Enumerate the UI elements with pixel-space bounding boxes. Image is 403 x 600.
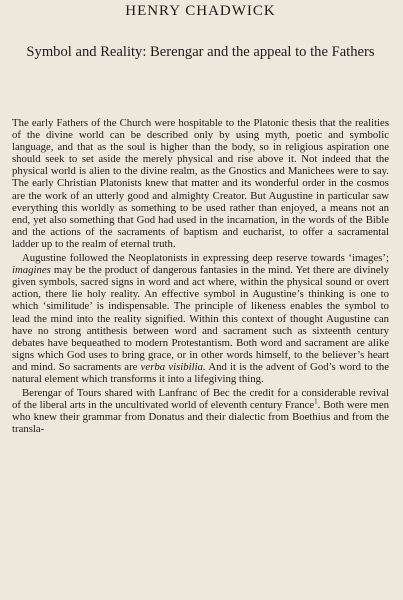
footnote-reference: 1 <box>314 397 318 406</box>
paragraph-2 <box>12 252 389 385</box>
paragraph-2-italic-verba-visibilia: verba visibilia. <box>140 360 206 373</box>
paragraph-2-italic-imagines: imagines <box>12 264 51 277</box>
chapter-title: Symbol and Reality: Berengar and the appeal to the Fathers <box>26 44 375 60</box>
running-head-author: HENRY CHADWICK <box>125 3 276 19</box>
paragraph-3-text-a: Berengar of Tours shared with Lanfranc of Bec the credit for a considerable revival of the liberal arts in the uncultivated world of eleventh century France <box>12 387 389 412</box>
paragraph-2-text-b: may be the product of dangerous fantasies in the mind. Yet there are divinely given symbols, sacred signs in word and act where, within the physical sound or overt action, there lie holy reality. An effective symbol in Augustine’s thinking is one to which ‘similitude’ is indispensable. The principle of likeness enables the symbol to lead the mind into the reality signified. Within this context of thought Augustine can have no strong antithesis between word and sacrament such as sixteenth century debates have bequeathed to modern Protestantism. Both word and sacrament are alike signs which God uses to bring grace, or in other words himself, to the believer’s heart and mind. So sacraments are <box>12 264 389 373</box>
paragraph-3 <box>12 387 389 435</box>
paragraph-3-text-b: . Both were men who knew their grammar from Donatus and their dialectic from Boethius and from the transla- <box>12 399 389 436</box>
paragraph-2-text-a: Augustine followed the Neoplatonists in expressing deep reserve towards ‘images’; <box>22 252 389 265</box>
paragraph-1 <box>12 117 389 250</box>
paragraph-2-text-c: And it is the advent of God’s word to the natural element which transforms it into a lifegiving thing. <box>12 360 389 385</box>
body-text <box>12 117 389 435</box>
paragraph-1-text: The early Fathers of the Church were hospitable to the Platonic thesis that the realities of the divine world can be described only by using myth, poetic and symbolic language, and that as the soul is higher than the body, so in religious aspiration one should seek to set aside the merely physical and rise above it. Not indeed that the physical world is alien to the divine realm, as the Gnostics and Manichees were to say. The early Christian Platonists knew that matter and its wonderful order in the cosmos are the work of an utterly good and almighty Creator. But Augustine in particular saw everything this worldly as something to be used rather than enjoyed, a means not an end, yet also something that God had used in the incarnation, in the words of the Bible and the actions of the sacraments of baptism and eucharist, to offer a sacramental ladder up to the realm of eternal truth. <box>12 117 389 250</box>
